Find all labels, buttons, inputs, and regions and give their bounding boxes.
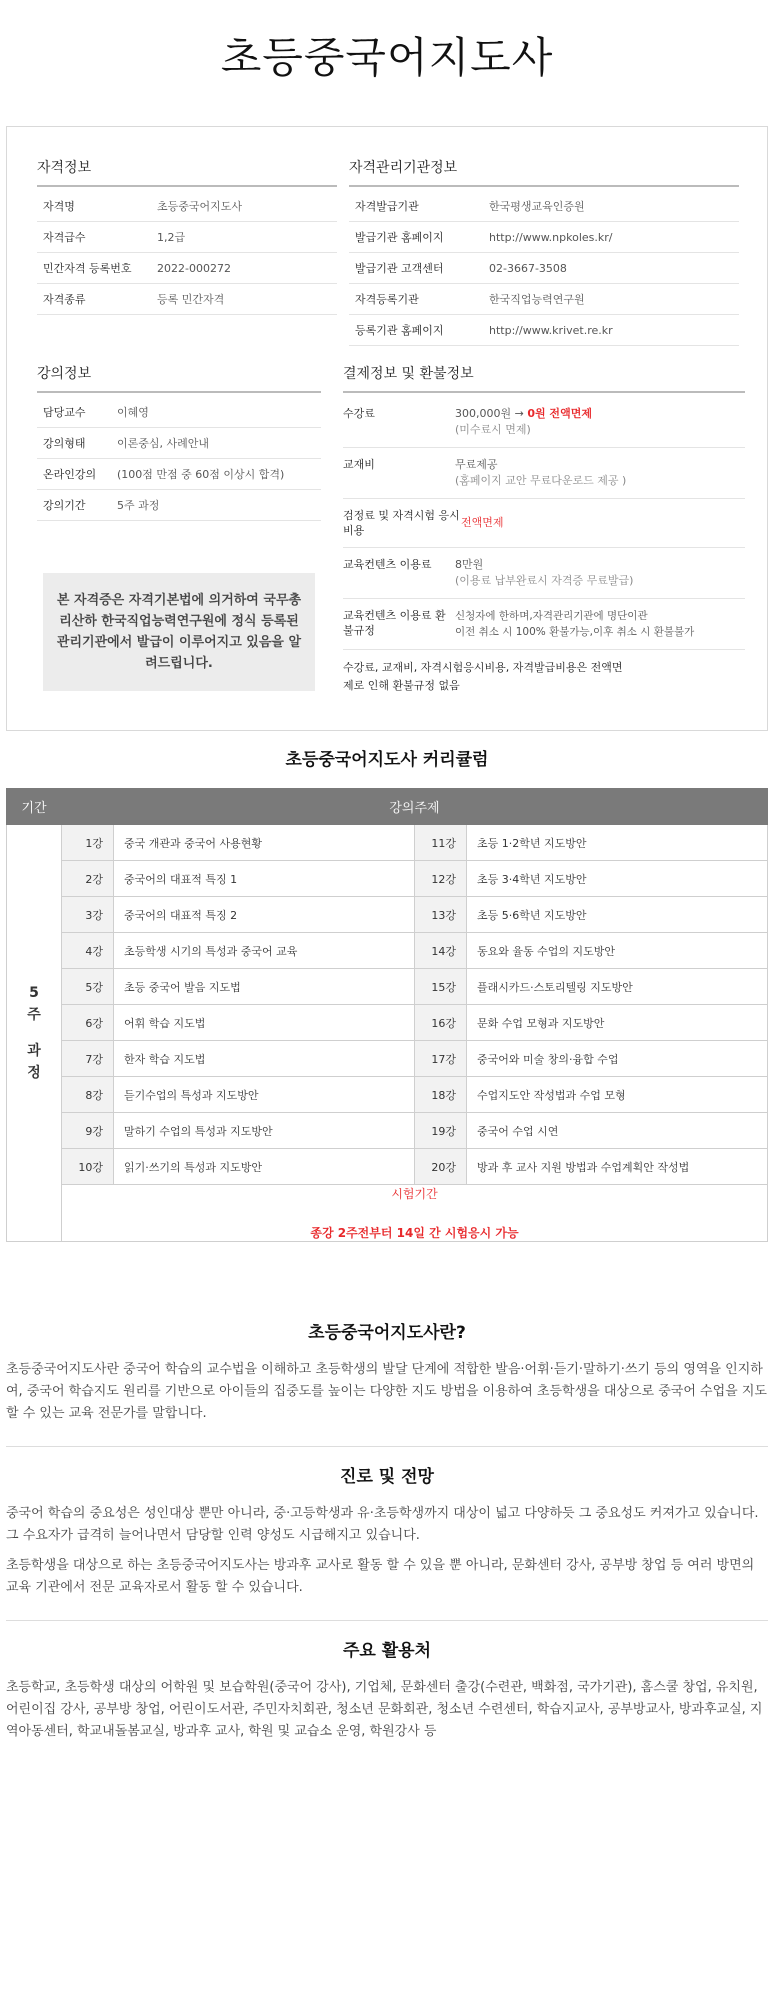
row-value: 이혜영 xyxy=(117,406,149,419)
lecture-number: 6강 xyxy=(62,1005,114,1041)
page-title: 초등중국어지도사 xyxy=(220,33,554,82)
info-row xyxy=(349,284,739,315)
career-title: 진로 및 전망 xyxy=(340,1467,434,1487)
divider xyxy=(6,1620,768,1621)
table-row xyxy=(7,933,768,969)
lecture-number: 8강 xyxy=(62,1077,114,1113)
row-value: 02-3667-3508 xyxy=(489,261,567,275)
row-key: 민간자격 등록번호 xyxy=(43,262,132,275)
lecture-number: 9강 xyxy=(62,1113,114,1149)
row-key: 교육컨텐츠 이용료 xyxy=(343,558,432,571)
payment-section xyxy=(343,363,745,695)
lecture-topic: 어휘 학습 지도법 xyxy=(114,1005,415,1041)
tuition-free: 0원 전액면제 xyxy=(527,407,592,420)
table-row xyxy=(7,825,768,861)
exam-fee-value: 전액면제 xyxy=(461,516,504,529)
lecture-topic: 초등 5·6학년 지도방안 xyxy=(467,897,768,933)
about-title: 초등중국어지도사란? xyxy=(308,1323,466,1343)
exam-label: 시험기간 xyxy=(391,1187,438,1201)
row-key: 교육컨텐츠 이용료 환불규정 xyxy=(343,609,446,637)
usage-section xyxy=(6,1636,768,1751)
row-key: 자격명 xyxy=(43,200,75,213)
row-value: 초등중국어지도사 xyxy=(157,200,243,213)
content-fee-value: 8만원 xyxy=(455,558,484,571)
row-key: 담당교수 xyxy=(43,406,86,419)
usage-body: 초등학교, 초등학생 대상의 어학원 및 보습학원(중국어 강사), 기업체, 문화센터 출강(수련관, 백화점, 국가기관), 홈스쿨 창업, 유치원, 어린이집 강사, 공부방 창업, 어린이도서관, 주민자치회관, 청소년 문화회관, 청소년 수련센터, 학습지교사, 공부방교사, 방과후교실, 지역아동센터, 학교내돌봄교실, 방과후 교사, 학원 및 교습소 운영, 학원강사 등 xyxy=(6,1680,763,1739)
row-key: 자격발급기관 xyxy=(355,200,419,213)
table-row xyxy=(7,1149,768,1185)
lecture-topic: 문화 수업 모형과 지도방안 xyxy=(467,1005,768,1041)
col-topic: 강의주제 xyxy=(62,789,768,825)
lecture-topic: 중국어 수업 시연 xyxy=(467,1113,768,1149)
info-row xyxy=(349,253,739,284)
lecture-heading: 강의정보 xyxy=(37,363,321,393)
info-row xyxy=(37,284,337,315)
row-key: 수강료 xyxy=(343,407,375,420)
info-row xyxy=(37,397,321,428)
lecture-topic: 초등 3·4학년 지도방안 xyxy=(467,861,768,897)
info-row xyxy=(37,191,337,222)
usage-title: 주요 활용처 xyxy=(342,1641,432,1661)
row-value: (100점 만점 중 60점 이상시 합격) xyxy=(117,468,285,481)
row-value: 2022-000272 xyxy=(157,261,231,275)
lecture-number: 2강 xyxy=(62,861,114,897)
exam-description: 종강 2주전부터 14일 간 시험응시 가능 xyxy=(310,1226,519,1240)
about-body: 초등중국어지도사란 중국어 학습의 교수법을 이해하고 초등학생의 발달 단계에 적합한 발음·어휘·듣기·말하기·쓰기 등의 영역을 인지하여, 중국어 학습지도 원리를 기반으로 아이들의 집중도를 높이는 다양한 지도 방법을 이용하여 초등학생을 대상으로 중국어 수업을 지도할 수 있는 교육 전문가를 말합니다. xyxy=(6,1362,767,1421)
lecture-topic: 말하기 수업의 특성과 지도방안 xyxy=(114,1113,415,1149)
career-p2: 초등학생을 대상으로 하는 초등중국어지도사는 방과후 교사로 활동 할 수 있을 뿐 아니라, 문화센터 강사, 공부방 창업 등 여러 방면의 교육 기관에서 전문 교육자로서 활동 할 수 있습니다. xyxy=(6,1558,755,1595)
lecture-number: 20강 xyxy=(415,1149,467,1185)
lecture-number: 3강 xyxy=(62,897,114,933)
tuition-price: 300,000원 → xyxy=(455,407,528,420)
lecture-number: 18강 xyxy=(415,1077,467,1113)
row-key: 발급기관 홈페이지 xyxy=(355,231,444,244)
col-period: 기간 xyxy=(7,789,62,825)
lecture-number: 19강 xyxy=(415,1113,467,1149)
row-value: 1,2급 xyxy=(157,231,186,244)
lecture-number: 4강 xyxy=(62,933,114,969)
info-row xyxy=(37,490,321,521)
table-row xyxy=(7,1077,768,1113)
lecture-topic: 동요와 율동 수업의 지도방안 xyxy=(467,933,768,969)
lecture-number: 1강 xyxy=(62,825,114,861)
lecture-topic: 중국어와 미술 창의·융합 수업 xyxy=(467,1041,768,1077)
row-key: 등록기관 홈페이지 xyxy=(355,324,444,337)
homepage-link[interactable]: http://www.krivet.re.kr xyxy=(489,323,613,337)
row-key: 자격등록기관 xyxy=(355,293,419,306)
lecture-number: 15강 xyxy=(415,969,467,1005)
lecture-number: 7강 xyxy=(62,1041,114,1077)
lecture-number: 11강 xyxy=(415,825,467,861)
career-section xyxy=(6,1462,768,1607)
info-box xyxy=(6,126,768,731)
row-key: 강의기간 xyxy=(43,499,86,512)
lecture-topic: 초등학생 시기의 특성과 중국어 교육 xyxy=(114,933,415,969)
lecture-topic: 플래시카드·스토리텔링 지도방안 xyxy=(467,969,768,1005)
payment-footnote: 수강료, 교재비, 자격시험응시비용, 자격발급비용은 전액면제로 인해 환불규정 없음 xyxy=(343,661,623,692)
info-row xyxy=(37,222,337,253)
content-fee-note: (이용료 납부완료시 자격증 무료발급) xyxy=(455,574,634,587)
curriculum-table xyxy=(6,788,768,1242)
career-p1: 중국어 학습의 중요성은 성인대상 뿐만 아니라, 중·고등학생과 유·초등학생까지 대상이 넓고 다양하듯 그 중요성도 커져가고 있습니다. 그 수요자가 급격히 늘어나면서 담당할 인력 양성도 시급해지고 있습니다. xyxy=(6,1506,759,1543)
content-fee-row xyxy=(343,548,745,599)
row-key: 자격종류 xyxy=(43,293,86,306)
tuition-note: (미수료시 면제) xyxy=(455,423,531,436)
lecture-number: 16강 xyxy=(415,1005,467,1041)
lecture-topic: 초등 중국어 발음 지도법 xyxy=(114,969,415,1005)
homepage-link[interactable]: http://www.npkoles.kr/ xyxy=(489,230,613,244)
exam-row xyxy=(7,1185,768,1242)
lecture-topic: 중국어의 대표적 특징 2 xyxy=(114,897,415,933)
divider xyxy=(6,1446,768,1447)
lecture-topic: 중국 개관과 중국어 사용현황 xyxy=(114,825,415,861)
lecture-topic: 방과 후 교사 지원 방법과 수업계획안 작성법 xyxy=(467,1149,768,1185)
notice-box: 본 자격증은 자격기본법에 의거하여 국무총리산하 한국직업능력연구원에 정식 등록된 관리기관에서 발급이 이루어지고 있음을 알려드립니다. xyxy=(43,573,315,691)
row-key: 온라인강의 xyxy=(43,468,97,481)
row-value: 한국평생교육인증원 xyxy=(489,200,585,213)
row-key: 발급기관 고객센터 xyxy=(355,262,444,275)
lecture-topic: 수업지도안 작성법과 수업 모형 xyxy=(467,1077,768,1113)
table-row xyxy=(7,897,768,933)
payment-heading: 결제정보 및 환불정보 xyxy=(343,363,745,393)
info-row xyxy=(37,428,321,459)
lecture-topic: 듣기수업의 특성과 지도방안 xyxy=(114,1077,415,1113)
info-row xyxy=(37,459,321,490)
table-row xyxy=(7,1041,768,1077)
lecture-number: 13강 xyxy=(415,897,467,933)
lecture-number: 10강 xyxy=(62,1149,114,1185)
lecture-topic: 초등 1·2학년 지도방안 xyxy=(467,825,768,861)
material-note: (홈페이지 교안 무료다운로드 제공 ) xyxy=(455,474,627,487)
lecture-number: 5강 xyxy=(62,969,114,1005)
lecture-topic: 한자 학습 지도법 xyxy=(114,1041,415,1077)
row-value: 5주 과정 xyxy=(117,499,160,512)
row-value xyxy=(455,608,694,640)
table-row xyxy=(7,1005,768,1041)
row-key: 자격급수 xyxy=(43,231,86,244)
agency-section xyxy=(349,157,739,346)
row-value xyxy=(455,457,626,489)
material-row xyxy=(343,448,745,499)
exam-cell xyxy=(62,1185,768,1242)
material-value: 무료제공 xyxy=(455,458,498,471)
about-section xyxy=(6,1318,768,1433)
lecture-number: 17강 xyxy=(415,1041,467,1077)
qualification-section xyxy=(37,157,337,315)
refund-row xyxy=(343,599,745,650)
row-value xyxy=(455,557,633,589)
refund-line-1: 신청자에 한하며,자격관리기관에 명단이관 xyxy=(455,610,648,622)
lecture-number: 12강 xyxy=(415,861,467,897)
info-row xyxy=(349,191,739,222)
info-row xyxy=(37,253,337,284)
lecture-section xyxy=(37,363,321,521)
lecture-topic: 읽기·쓰기의 특성과 지도방안 xyxy=(114,1149,415,1185)
period-cell: 5 주 과 정 xyxy=(7,825,62,1242)
curriculum-title: 초등중국어지도사 커리큘럼 xyxy=(285,750,489,770)
exam-fee-row xyxy=(343,499,745,548)
tuition-row xyxy=(343,397,745,448)
qualification-heading: 자격정보 xyxy=(37,157,337,187)
lecture-number: 14강 xyxy=(415,933,467,969)
row-value: 등록 민간자격 xyxy=(157,293,225,306)
row-value: 이론중심, 사례안내 xyxy=(117,437,210,450)
info-row xyxy=(349,222,739,253)
agency-heading: 자격관리기관정보 xyxy=(349,157,739,187)
row-key: 교재비 xyxy=(343,458,375,471)
table-row xyxy=(7,861,768,897)
refund-line-2: 이전 취소 시 100% 환불가능,이후 취소 시 환불불가 xyxy=(455,626,695,638)
row-value xyxy=(455,406,592,438)
table-row xyxy=(7,1113,768,1149)
lecture-topic: 중국어의 대표적 특징 1 xyxy=(114,861,415,897)
row-value xyxy=(461,515,504,531)
table-row xyxy=(7,969,768,1005)
row-value: 한국직업능력연구원 xyxy=(489,293,585,306)
row-key: 검정료 및 자격시험 응시비용 xyxy=(343,509,460,537)
row-key: 강의형태 xyxy=(43,437,86,450)
info-row xyxy=(349,315,739,346)
